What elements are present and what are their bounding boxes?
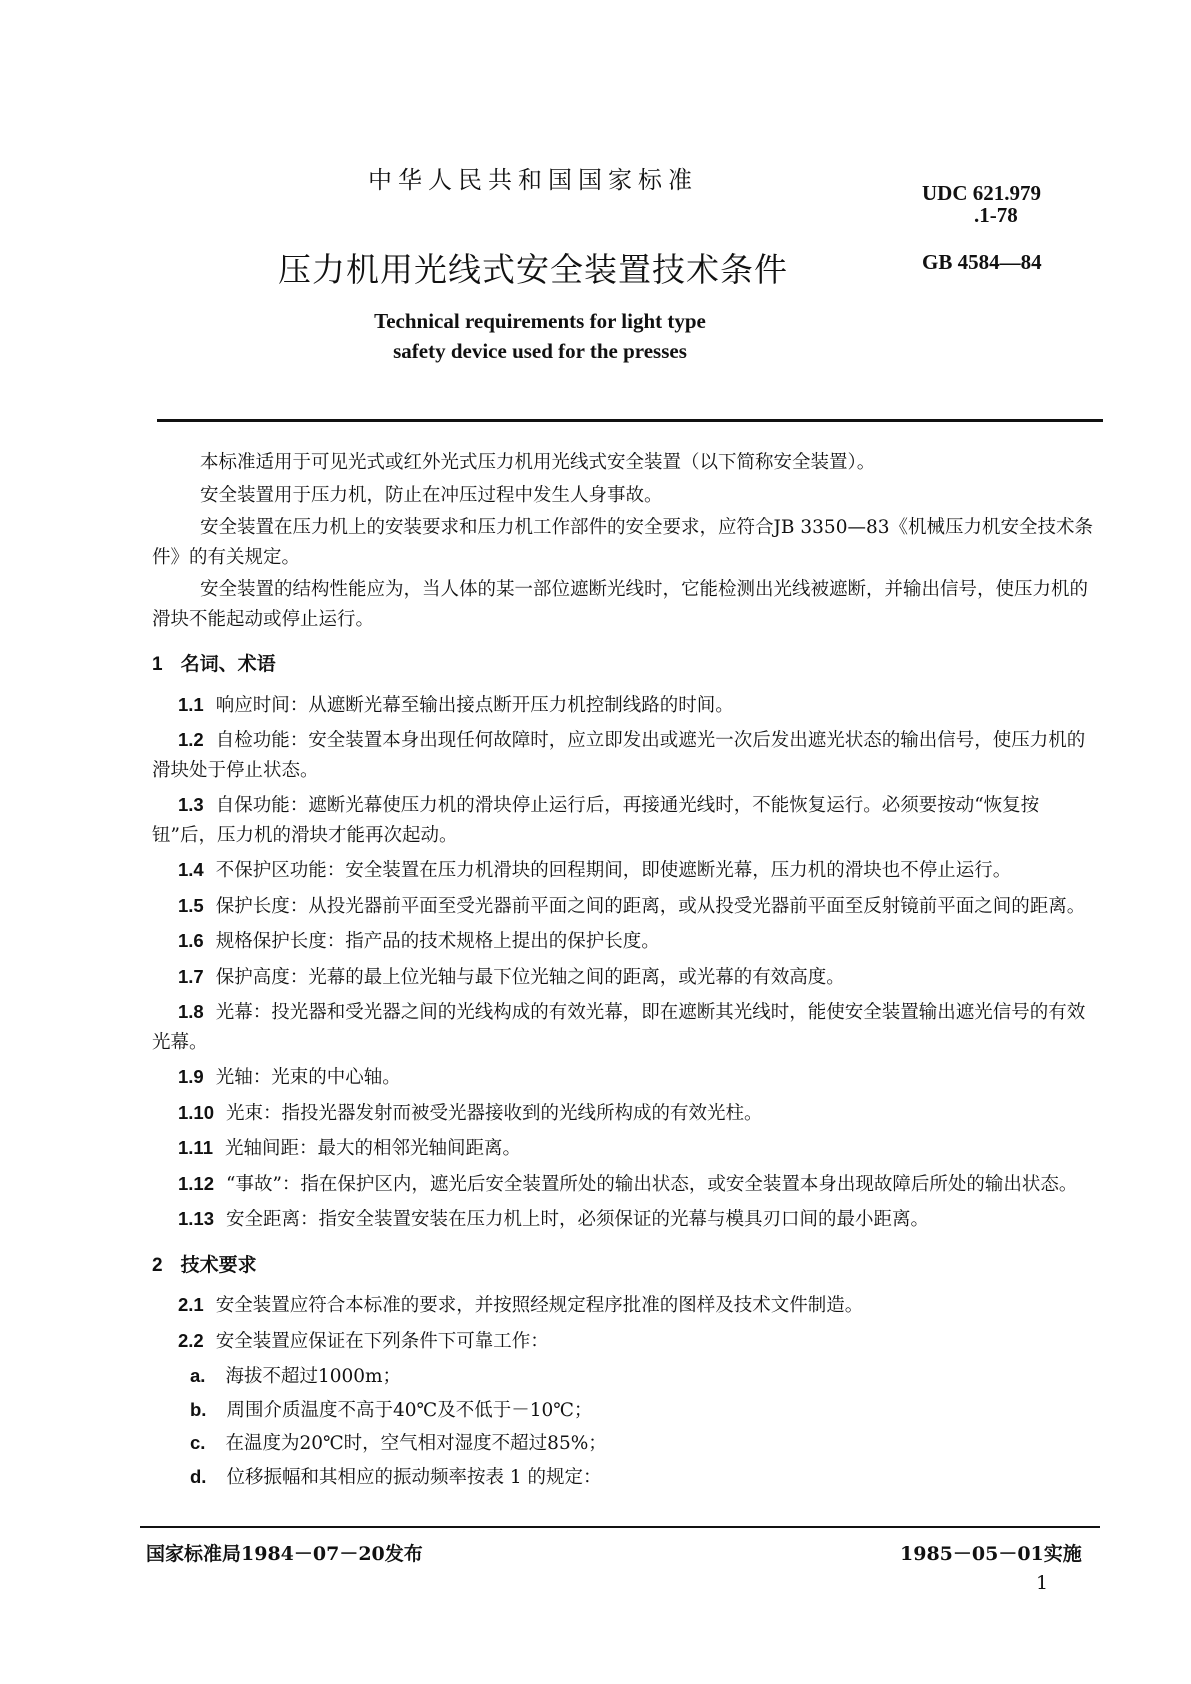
section-number: 1 xyxy=(152,654,163,675)
clause-item xyxy=(152,1133,1096,1164)
intro-paragraph: 安全装置用于压力机，防止在冲压过程中发生人身事故。 xyxy=(200,484,663,506)
section-number: 2 xyxy=(152,1254,163,1276)
clause-text: 安全装置应符合本标准的要求，并按照经规定程序批准的图样及技术文件制造。 xyxy=(215,1295,864,1316)
section-2-items xyxy=(152,1290,1096,1356)
clause-number: 1.4 xyxy=(178,859,204,880)
section-1-heading xyxy=(152,650,1096,680)
clause-text: 不保护区功能：安全装置在压力机滑块的回程期间，即使遮断光幕，压力机的滑块也不停止运行。 xyxy=(215,860,1012,881)
clause-text: 响应时间：从遮断光幕至输出接点断开压力机控制线路的时间。 xyxy=(215,694,734,716)
clause-item xyxy=(152,1204,1096,1235)
standard-header: 中华人民共和国国家标准 xyxy=(368,166,698,194)
clause-number: c. xyxy=(190,1432,206,1453)
clause-number: 1.2 xyxy=(178,729,204,750)
clause-text: 光幕：投光器和受光器之间的光线构成的有效光幕，即在遮断其光线时，能使安全装置输出遮光信号的有效光幕。 xyxy=(152,1002,1086,1053)
clause-number: 1.9 xyxy=(178,1066,204,1087)
effective-date: 1985－05－01实施 xyxy=(900,1543,1082,1565)
clause-text: 光轴间距：最大的相邻光轴间距离。 xyxy=(225,1138,522,1159)
clause-text: 保护高度：光幕的最上位光轴与最下位光轴之间的距离，或光幕的有效高度。 xyxy=(215,966,845,988)
clause-number: 1.6 xyxy=(178,930,204,951)
clause-number: 1.11 xyxy=(178,1137,213,1158)
clause-text: 周围介质温度不高于40℃及不低于－10℃； xyxy=(226,1399,593,1421)
clause-text: 安全距离：指安全装置安装在压力机上时，必须保证的光幕与模具刃口间的最小距离。 xyxy=(226,1209,930,1230)
gb-number: GB 4584—84 xyxy=(922,250,1042,274)
clause-number: 1.5 xyxy=(178,894,204,916)
clause-item xyxy=(152,1062,1096,1093)
clause-number: 1.7 xyxy=(178,965,204,987)
clause-number: 1.10 xyxy=(178,1101,215,1123)
clause-item xyxy=(152,1169,1096,1200)
clause-item xyxy=(152,1326,1096,1357)
clause-text: 自保功能：遮断光幕使压力机的滑块停止运行后，再接通光线时，不能恢复运行。必须要按动“恢复按钮”后，压力机的滑块才能再次起动。 xyxy=(152,795,1040,846)
issue-date: 国家标准局1984－07－20发布 xyxy=(146,1543,423,1565)
clause-item xyxy=(152,855,1096,886)
clause-item xyxy=(152,962,1096,993)
section-1-items xyxy=(152,690,1096,1235)
page-number: 1 xyxy=(1036,1572,1049,1594)
clause-text: “事故”：指在保护区内，遮光后安全装置所处的输出状态，或安全装置本身出现故障后所处的输出状态。 xyxy=(226,1173,1078,1195)
section-title: 名词、术语 xyxy=(180,653,276,675)
clause-number: a. xyxy=(190,1365,206,1386)
clause-item xyxy=(152,725,1096,785)
clause-item xyxy=(152,891,1096,922)
clause-number: 2.2 xyxy=(178,1329,204,1351)
clause-item xyxy=(152,1395,1096,1426)
intro-paragraph: 本标准适用于可见光式或红外光式压力机用光线式安全装置（以下简称安全装置）。 xyxy=(200,452,876,473)
clause-text: 光轴：光束的中心轴。 xyxy=(215,1067,401,1088)
intro-paragraph: 安全装置的结构性能应为，当人体的某一部位遮断光线时，它能检测出光线被遮断，并输出信号，使压力机的滑块不能起动或停止运行。 xyxy=(152,579,1089,630)
clause-text: 光束：指投光器发射而被受光器接收到的光线所构成的有效光柱。 xyxy=(226,1102,763,1124)
document-title: 压力机用光线式安全装置技术条件 xyxy=(278,250,788,289)
clause-number: 1.8 xyxy=(178,1001,204,1022)
section-2-conditions xyxy=(152,1361,1096,1492)
udc-line-2: .1-78 xyxy=(974,203,1018,227)
clause-item xyxy=(152,926,1096,957)
clause-item xyxy=(152,1462,1096,1493)
clause-item xyxy=(152,790,1096,850)
section-title: 技术要求 xyxy=(180,1253,257,1276)
clause-text: 规格保护长度：指产品的技术规格上提出的保护长度。 xyxy=(215,931,660,952)
english-title-line-1: Technical requirements for light type xyxy=(374,309,706,333)
clause-number: 1.3 xyxy=(178,794,204,815)
clause-number: 2.1 xyxy=(178,1294,204,1315)
clause-item xyxy=(152,1361,1096,1392)
section-2-heading xyxy=(152,1251,1096,1281)
clause-item xyxy=(152,1428,1096,1459)
clause-text: 位移振幅和其相应的振动频率按表 1 的规定： xyxy=(226,1466,602,1488)
clause-item xyxy=(152,1290,1096,1321)
english-title-line-2: safety device used for the presses xyxy=(393,339,687,363)
clause-item xyxy=(152,690,1096,721)
english-title xyxy=(300,306,780,366)
clause-text: 在温度为20℃时，空气相对湿度不超过85%； xyxy=(225,1433,607,1454)
intro-paragraph: 安全装置在压力机上的安装要求和压力机工作部件的安全要求，应符合JB 3350—83《机械压力机安全技术条件》的有关规定。 xyxy=(152,517,1094,568)
clause-number: b. xyxy=(190,1398,207,1420)
clause-number: 1.12 xyxy=(178,1172,215,1194)
clause-text: 自检功能：安全装置本身出现任何故障时，应立即发出或遮光一次后发出遮光状态的输出信号，使压力机的滑块处于停止状态。 xyxy=(152,730,1086,781)
clause-item xyxy=(152,1098,1096,1129)
clause-number: 1.1 xyxy=(178,693,204,715)
clause-item xyxy=(152,997,1096,1057)
clause-text: 安全装置应保证在下列条件下可靠工作： xyxy=(215,1330,549,1352)
footer-divider xyxy=(140,1526,1100,1528)
udc-code xyxy=(922,182,1041,226)
clause-text: 海拔不超过1000m； xyxy=(225,1366,402,1387)
clause-text: 保护长度：从投光器前平面至受光器前平面之间的距离，或从投受光器前平面至反射镜前平面之间的距离。 xyxy=(215,895,1086,917)
document-body xyxy=(152,448,1096,1495)
clause-number: 1.13 xyxy=(178,1208,215,1229)
udc-line-1: UDC 621.979 xyxy=(922,181,1041,205)
clause-number: d. xyxy=(190,1465,207,1487)
header-divider xyxy=(157,419,1103,422)
